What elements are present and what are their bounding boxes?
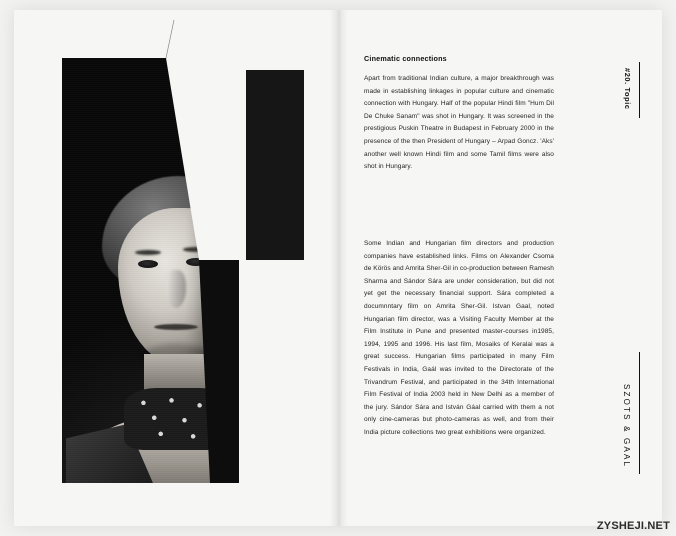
portrait-brow-left	[135, 250, 161, 255]
cut-guide-line	[166, 20, 174, 58]
rule-top	[639, 62, 640, 118]
studio-label: SZOTS & GAAL	[622, 383, 631, 468]
article-paragraph-1: Apart from traditional Indian culture, a major breakthrough was made in establishing linkages in popular culture and cinematic connection with Hungary. Half of the popular Hindi film "Hum Dil De Chuke Sanam" was shot in Hungary. It was screened in the prestigious Puskin Theatre in Budapest in February 2000 in the presence of the then President of Hungary – Arpad Goncz. 'Aks' another well known Hindi film and some Tamil films were also shot in Hungary.	[364, 75, 554, 171]
portrait-eye-left	[138, 260, 158, 268]
article-block-one	[364, 54, 554, 174]
left-page	[14, 10, 339, 526]
watermark: ZYSHEJI.NET	[596, 520, 670, 532]
article-block-two	[364, 238, 554, 440]
article-paragraph-2: Some Indian and Hungarian film directors and production companies have established links. Films on Alexander Csoma de Körös and Amrita Sher-Gil in co-production between Ramesh Sharma and Sándor Sára are under consideration, but did not yet get the necessary financial support. Sára completed a documnntary film on Amrita Sher-Gil. Istvan Gaal, noted Hungarian film director, was a Visiting Faculty Member at the Film Institute in Pune and presented master-courses in1985, 1994, 1995 and 1996. His last film, Mosaiks of Keralai was a great success. Hungarian films participated in many Film Festivals in India, Gaál was invited to the Directorate of the Trivandrum Festival, and participated in the 34th International Film Festival of India 2003 held in New Delhi as a member of the jury. Sándor Sára and István Gáal carried with them a not only cine-cameras but photo-cameras as well, and from their India picture collections two great exhibitions were organized.	[364, 240, 554, 436]
portrait-brow-right	[183, 247, 209, 252]
article-heading: Cinematic connections	[364, 54, 447, 63]
topic-label: #20. Topic	[623, 68, 632, 110]
portrait-nose	[166, 270, 186, 308]
portrait-scarf	[124, 388, 232, 450]
right-page	[340, 10, 662, 526]
portrait-photo	[62, 58, 304, 483]
portrait-eye-right	[186, 258, 206, 266]
portrait-mouth	[154, 324, 198, 330]
rule-bottom	[639, 352, 640, 474]
